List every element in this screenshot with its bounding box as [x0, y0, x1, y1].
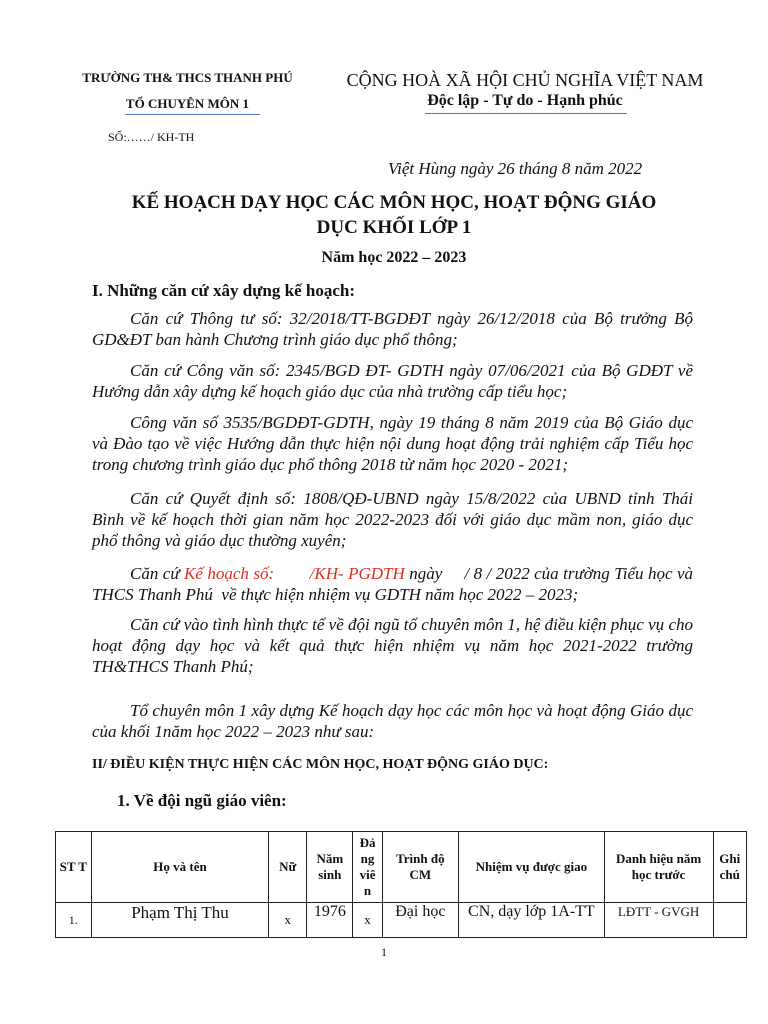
- col-stt: ST T: [56, 832, 92, 903]
- school-name: TRƯỜNG TH& THCS THANH PHÚ: [82, 70, 293, 85]
- title-line-2: DỤC KHỐI LỚP 1: [316, 217, 472, 238]
- col-party: Đả ng viê n: [353, 832, 382, 903]
- col-degree: Trình độ CM: [382, 832, 459, 903]
- staff-table: [55, 831, 747, 938]
- basis-text-1: Căn cứ Thông tư số: 32/2018/TT-BGDĐT ngày 26/12/2018 của Bộ trưởng Bộ GD&ĐT ban hành Chương trình giáo dục phổ thông;: [92, 309, 693, 349]
- cell-title: LĐTT - GVGH: [604, 903, 713, 938]
- school-year: Năm học 2022 – 2023: [321, 249, 467, 266]
- document-title: [80, 190, 708, 240]
- table-row: [56, 903, 747, 938]
- cell-degree: Đại học: [382, 903, 459, 938]
- basis-paragraph-2: [92, 360, 693, 402]
- department-underline: [125, 114, 260, 115]
- plan-reference-red: Kế hoạch số: /KH- PGDTH: [184, 564, 405, 583]
- cell-birth: 1976: [307, 903, 353, 938]
- table-header-row: [56, 832, 747, 903]
- page-number: 1: [381, 945, 387, 959]
- basis-text-2: Căn cứ Công văn số: 2345/BGD ĐT- GDTH ngày 07/06/2021 của Bộ GDĐT về Hướng dẫn xây dựng kế hoạch giáo dục của nhà trường cấp tiểu học;: [92, 361, 693, 401]
- col-name: Họ và tên: [91, 832, 269, 903]
- cell-gender: x: [269, 903, 307, 938]
- section-1-heading: I. Những căn cứ xây dựng kế hoạch:: [92, 281, 355, 300]
- col-birth: Năm sinh: [307, 832, 353, 903]
- subsection-1-heading: 1. Về đội ngũ giáo viên:: [117, 791, 287, 810]
- document-number: SỐ:……/ KH-TH: [108, 130, 195, 144]
- department-name: TỔ CHUYÊN MÔN 1: [125, 96, 250, 111]
- national-motto: Độc lập - Tự do - Hạnh phúc: [427, 92, 623, 109]
- section-2-heading: II/ ĐIỀU KIỆN THỰC HIỆN CÁC MÔN HỌC, HOẠT ĐỘNG GIÁO DỤC:: [92, 757, 549, 772]
- basis-text-4: Căn cứ Quyết định số: 1808/QĐ-UBND ngày 15/8/2022 của UBND tỉnh Thái Bình về kế hoạch thời gian năm học 2022-2023 đối với giáo dục mầm non, giáo dục phổ thông và giáo dục thường xuyên;: [92, 489, 693, 550]
- basis-paragraph-7: [92, 700, 693, 742]
- basis-paragraph-4: [92, 488, 693, 551]
- cell-note: [713, 903, 747, 938]
- cell-stt: 1.: [56, 903, 92, 938]
- col-gender: Nữ: [269, 832, 307, 903]
- col-title: Danh hiệu năm học trước: [604, 832, 713, 903]
- basis-paragraph-5: [92, 563, 702, 605]
- cell-name: Phạm Thị Thu: [91, 903, 269, 938]
- document-date: Việt Hùng ngày 26 tháng 8 năm 2022: [388, 159, 643, 178]
- basis-paragraph-6: [92, 614, 693, 677]
- basis-text-6: Căn cứ vào tình hình thực tế về đội ngũ tổ chuyên môn 1, hệ điều kiện phục vụ cho hoạt động dạy học và kết quả thực hiện nhiệm vụ năm học 2021-2022 trường TH&THCS Thanh Phú;: [92, 615, 693, 676]
- col-duty: Nhiệm vụ được giao: [459, 832, 605, 903]
- nation-title: CỘNG HOÀ XÃ HỘI CHỦ NGHĨA VIỆT NAM: [346, 70, 704, 90]
- col-note: Ghi chú: [713, 832, 747, 903]
- title-line-1: KẾ HOẠCH DẠY HỌC CÁC MÔN HỌC, HOẠT ĐỘNG GIÁO: [131, 192, 657, 213]
- basis-text-7: Tổ chuyên môn 1 xây dựng Kế hoạch dạy học các môn học và hoạt động Giáo dục của khối 1năm học 2022 – 2023 như sau:: [92, 701, 693, 741]
- basis-paragraph-3: [92, 412, 693, 475]
- cell-duty: CN, dạy lớp 1A-TT: [459, 903, 605, 938]
- cell-party: x: [353, 903, 382, 938]
- basis-text-5b: ngày / 8 / 2022 của trường Tiểu học và THCS Thanh Phú về thực hiện nhiệm vụ GDTH năm học 2022 – 2023;: [92, 564, 702, 604]
- basis-text-5a: Căn cứ: [130, 564, 185, 583]
- basis-text-3: Công văn số 3535/BGDĐT-GDTH, ngày 19 tháng 8 năm 2019 của Bộ Giáo dục và Đào tạo về việc Hướng dẫn thực hiện nội dung hoạt động trải nghiệm cấp Tiểu học trong chương trình giáo dục phổ thông 2018 từ năm học 2020 - 2021;: [92, 413, 693, 474]
- motto-underline: [425, 113, 627, 114]
- basis-paragraph-1: [92, 308, 693, 350]
